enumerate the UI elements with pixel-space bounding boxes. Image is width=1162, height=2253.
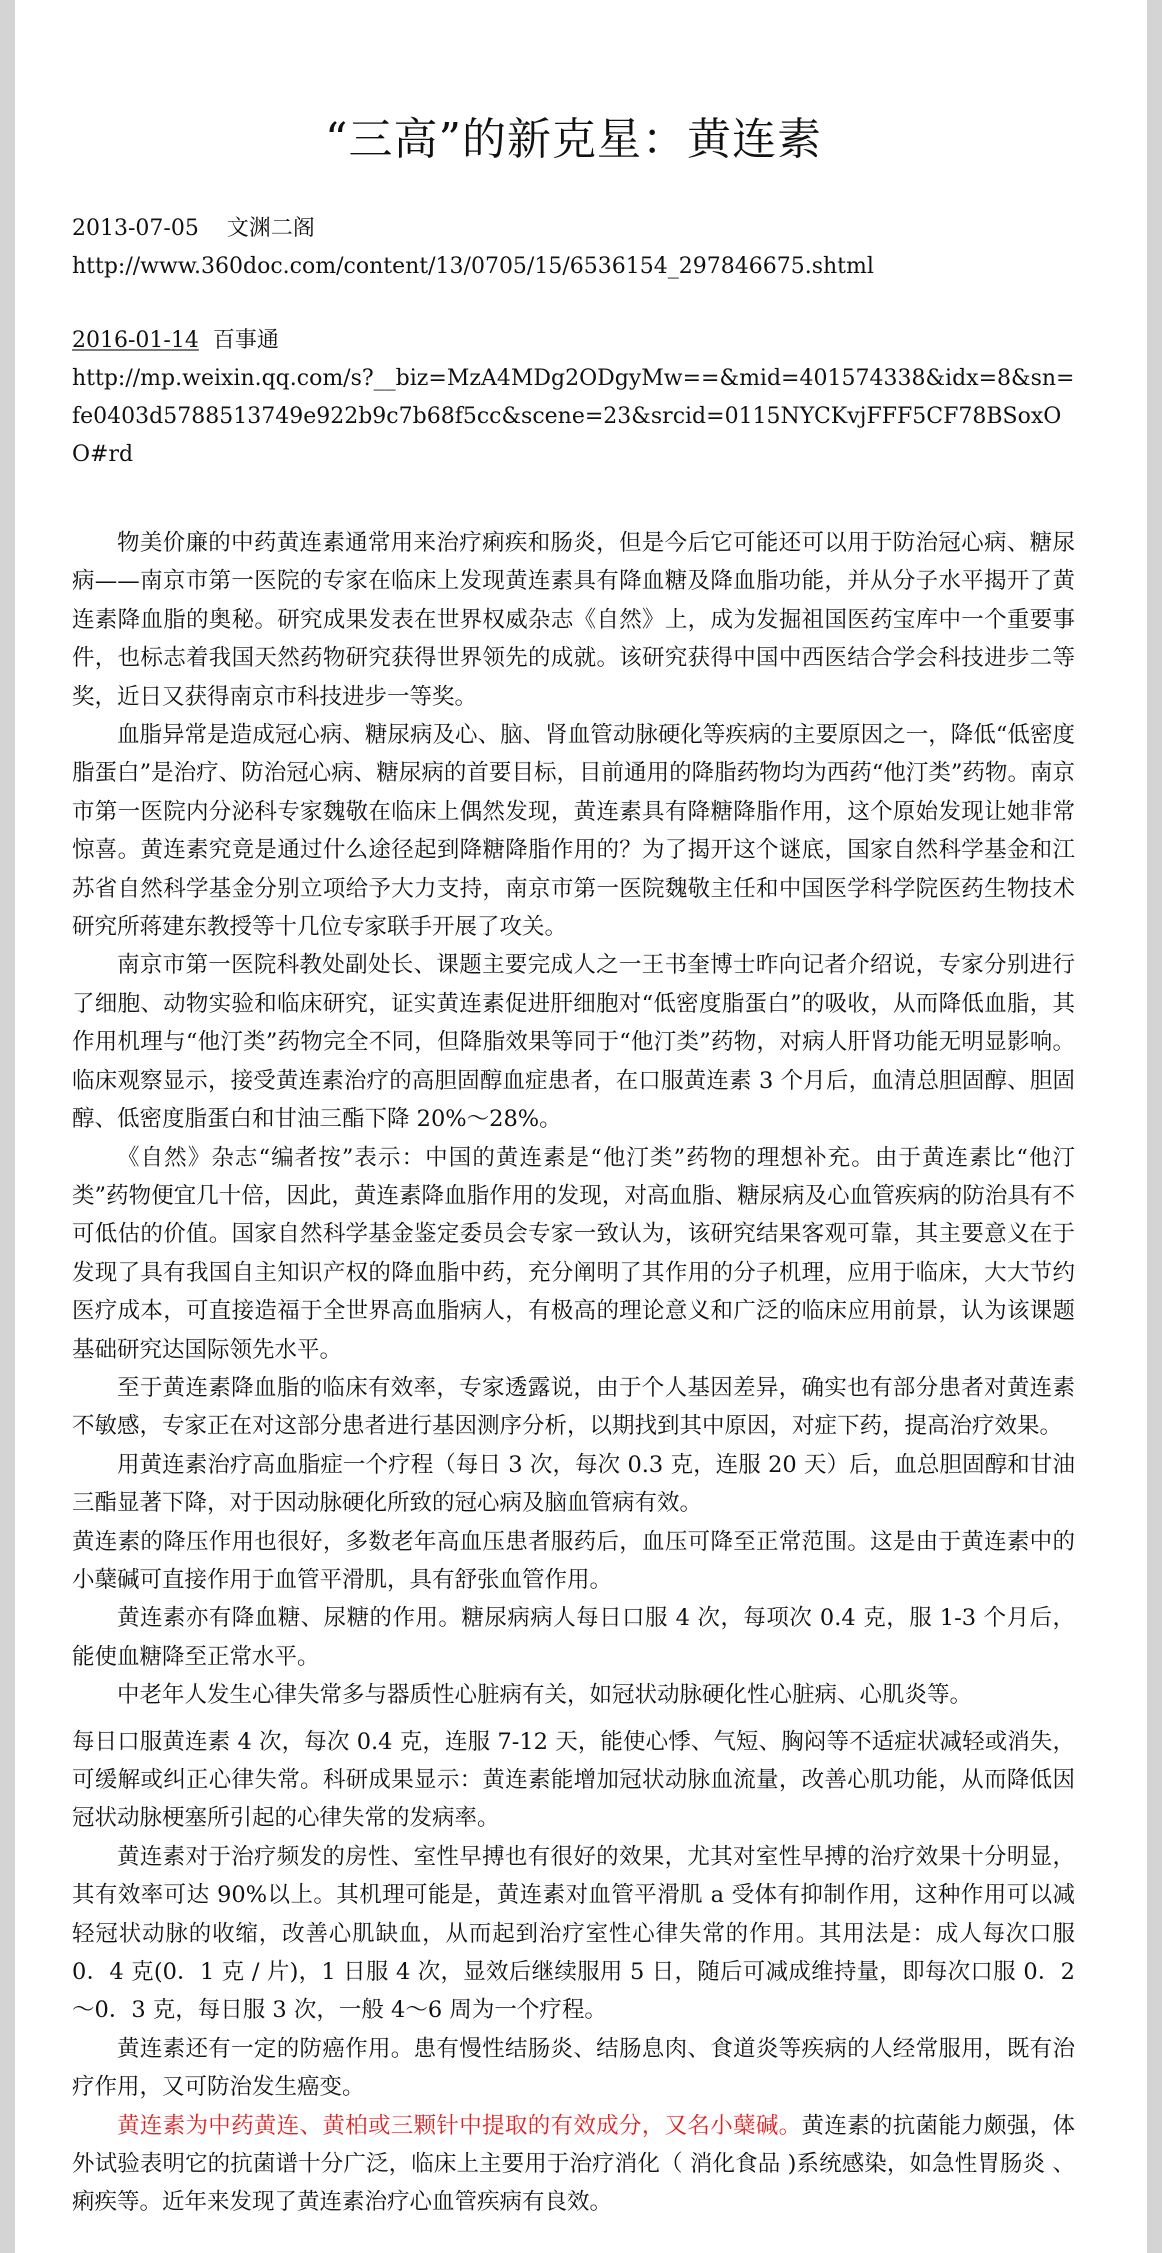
paragraph-5: 至于黄连素降血脂的临床有效率，专家透露说，由于个人基因差异，确实也有部分患者对黄连素不敏感，专家正在对这部分患者进行基因测序分析，以期找到其中原因，对症下药，提高治疗效果。 — [72, 1374, 1075, 1440]
paragraph-7: 黄连素的降压作用也很好，多数老年高血压患者服药后，血压可降至正常范围。这是由于黄连素中的小蘖碱可直接作用于血管平滑肌，具有舒张血管作用。 — [72, 1528, 1075, 1593]
source-block-2 — [72, 322, 1075, 474]
source-2-dateline — [72, 322, 1075, 360]
source-2-date: 2016-01-14 — [72, 328, 199, 353]
article-title: “三高”的新克星：黄连素 — [325, 114, 822, 165]
paragraph-4: 《自然》杂志“编者按”表示：中国的黄连素是“他汀类”药物的理想补充。由于黄连素比“他汀类”药物便宜几十倍，因此，黄连素降血脂作用的发现，对高血脂、糖尿病及心血管疾病的防治具有不可低估的价值。国家自然科学基金鉴定委员会专家一致认为，该研究结果客观可靠，其主要意义在于发现了具有我国自主知识产权的降血脂中药，充分阐明了其作用的分子机理，应用于临床，大大节约医疗成本，可直接造福于全世界高血脂病人，有极高的理论意义和广泛的临床应用前景，认为该课题基础研究达国际领先水平。 — [72, 1144, 1075, 1363]
source-2-author: 百事通 — [212, 328, 279, 353]
paragraph-8: 黄连素亦有降血糖、尿糖的作用。糖尿病病人每日口服 4 次，每项次 0.4 克，服 1-3 个月后，能使血糖降至正常水平。 — [72, 1605, 1075, 1670]
paragraph-9: 中老年人发生心律失常多与器质性心脏病有关，如冠状动脉硬化性心脏病、心肌炎等。 — [117, 1682, 973, 1709]
source-2-url[interactable]: http://mp.weixin.qq.com/s?__biz=MzA4MDg2ODgyMw==&mid=401574338&idx=8&sn=fe0403d5788513749e922b9c7b68f5cc&scene=23&srcid=0115NYCKvjFFF5CF78BSoxOO#rd — [72, 366, 1075, 467]
source-1-author: 文渊二阁 — [226, 216, 315, 241]
source-1-dateline — [72, 210, 1075, 248]
document-page — [15, 0, 1147, 2253]
paragraph-11: 黄连素对于治疗频发的房性、室性早搏也有很好的效果，尤其对室性早搏的治疗效果十分明显，其有效率可达 90%以上。其机理可能是，黄连素对血管平滑肌 a 受体有抑制作用，这种作用可以减轻冠状动脉的收缩，改善心肌缺血，从而起到治疗室性心律失常的作用。其用法是：成人每次口服 0．4 克(0．1 克 / 片)，1 日服 4 次，显效后继续服用 5 日，随后可减成维持量，即每次口服 0．2～0．3 克，每日服 3 次，一般 4～6 周为一个疗程。 — [72, 1843, 1075, 2024]
paragraph-3: 南京市第一医院科教处副处长、课题主要完成人之一王书奎博士昨向记者介绍说，专家分别进行了细胞、动物实验和临床研究，证实黄连素促进肝细胞对“低密度脂蛋白”的吸收，从而降低血脂，其作用机理与“他汀类”药物完全不同，但降脂效果等同于“他汀类”药物，对病人肝肾功能无明显影响。临床观察显示，接受黄连素治疗的高胆固醇血症患者，在口服黄连素 3 个月后，血清总胆固醇、胆固醇、低密度脂蛋白和甘油三酯下降 20%～28%。 — [72, 952, 1075, 1133]
source-1-url[interactable]: http://www.360doc.com/content/13/0705/15/6536154_297846675.shtml — [72, 254, 874, 279]
source-1-date: 2013-07-05 — [72, 216, 199, 241]
paragraph-6: 用黄连素治疗高血脂症一个疗程（每日 3 次，每次 0.3 克，连服 20 天）后，血总胆固醇和甘油三酯显著下降，对于因动脉硬化所致的冠心病及脑血管病有效。 — [72, 1451, 1075, 1517]
paragraph-10: 每日口服黄连素 4 次，每次 0.4 克，连服 7-12 天，能使心悸、气短、胸闷等不适症状减轻或消失，可缓解或纠正心律失常。科研成果显示：黄连素能增加冠状动脉血流量，改善心肌功能，从而降低因冠状动脉梗塞所引起的心律失常的发病率。 — [72, 1728, 1075, 1832]
paragraph-13 — [72, 2107, 1075, 2222]
paragraph-1: 物美价廉的中药黄连素通常用来治疗痢疾和肠炎，但是今后它可能还可以用于防治冠心病、糖尿病——南京市第一医院的专家在临床上发现黄连素具有降血糖及降血脂功能，并从分子水平揭开了黄连素降血脂的奥秘。研究成果发表在世界权威杂志《自然》上，成为发掘祖国医药宝库中一个重要事件，也标志着我国天然药物研究获得世界领先的成就。该研究获得中国中西医结合学会科技进步二等奖，近日又获得南京市科技进步一等奖。 — [72, 530, 1075, 710]
paragraph-2: 血脂异常是造成冠心病、糖尿病及心、脑、肾血管动脉硬化等疾病的主要原因之一，降低“低密度脂蛋白”是治疗、防治冠心病、糖尿病的首要目标，目前通用的降脂药物均为西药“他汀类”药物。南京市第一医院内分泌科专家魏敬在临床上偶然发现，黄连素具有降糖降脂作用，这个原始发现让她非常惊喜。黄连素究竟是通过什么途径起到降糖降脂作用的？为了揭开这个谜底，国家自然科学基金和江苏省自然科学基金分别立项给予大力支持，南京市第一医院魏敬主任和中国医学科学院医药生物技术研究所蒋建东教授等十几位专家联手开展了攻关。 — [72, 722, 1075, 941]
source-block-1 — [72, 210, 1075, 286]
paragraph-13-rest: 黄连素的抗菌能力颇强，体外试验表明它的抗菌谱十分广泛，临床上主要用于治疗消化（ 消化食品 )系统感染，如急性胃肠炎 、痢疾等。近年来发现了黄连素治疗心血管疾病有良效。 — [72, 2112, 1075, 2216]
article-body — [72, 524, 1075, 2222]
paragraph-12: 黄连素还有一定的防癌作用。患有慢性结肠炎、结肠息肉、食道炎等疾病的人经常服用，既有治疗作用，又可防治发生癌变。 — [72, 2035, 1075, 2101]
highlighted-text: 黄连素为中药黄连、黄柏或三颗针中提取的有效成分，又名小蘖碱。 — [117, 2112, 802, 2139]
